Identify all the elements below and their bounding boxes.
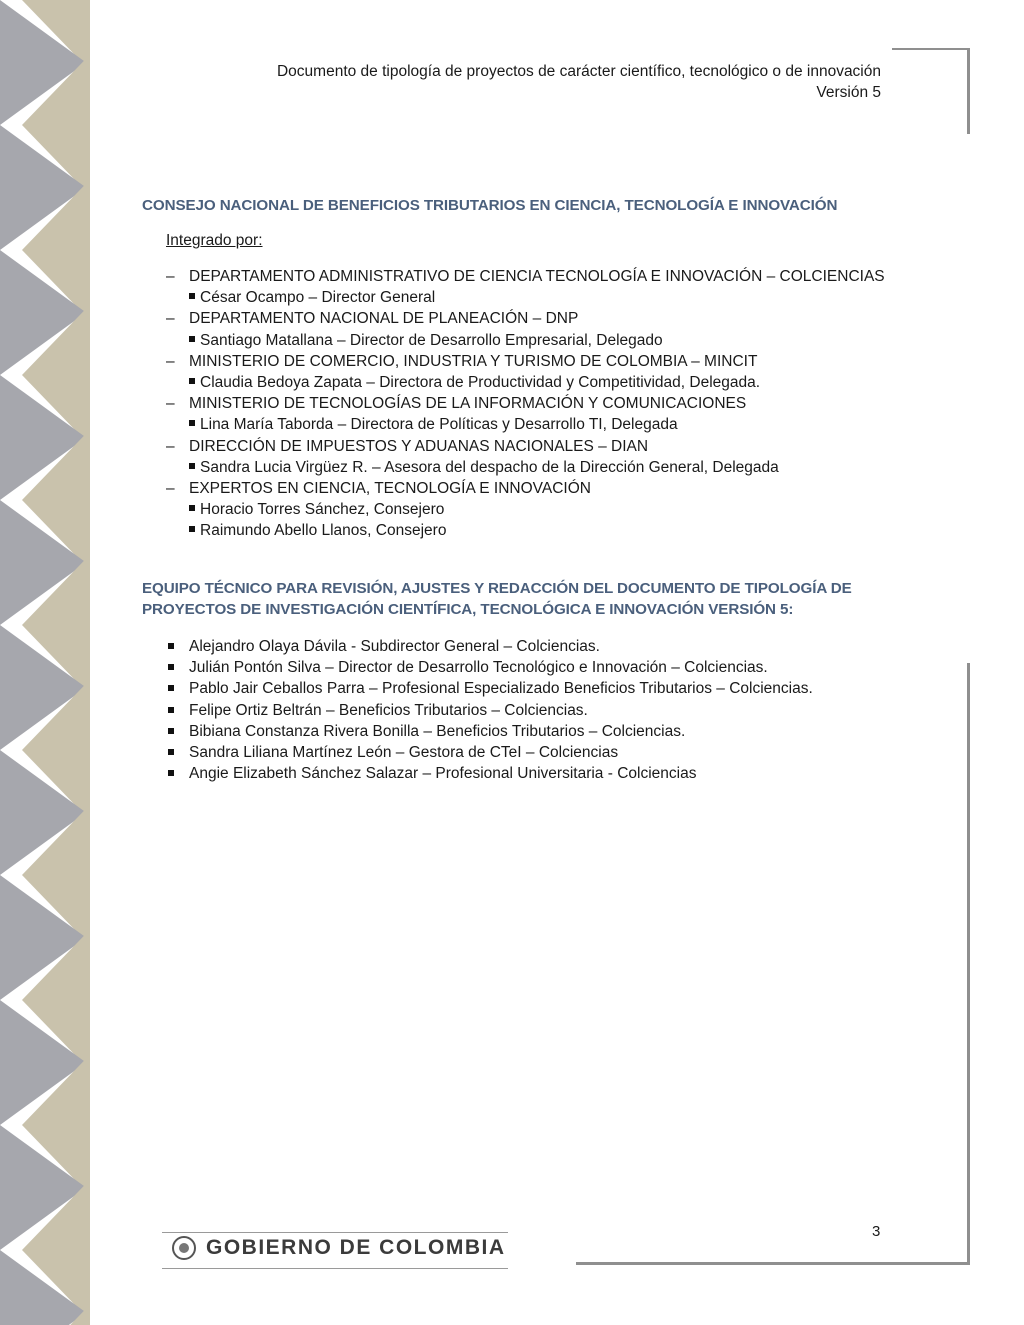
square-bullet-icon: [189, 336, 195, 342]
frame-corner-bottom-vertical: [967, 663, 970, 1265]
page-number: 3: [872, 1223, 881, 1240]
team-member: [166, 700, 813, 721]
square-bullet-icon: [189, 420, 195, 426]
frame-corner-bottom: [576, 1262, 970, 1265]
council-member: [166, 520, 885, 541]
council-member: [166, 372, 885, 393]
member-text: Claudia Bedoya Zapata – Directora de Productividad y Competitividad, Delegada.: [200, 374, 761, 392]
team-title-line-2: PROYECTOS DE INVESTIGACIÓN CIENTÍFICA, TECNOLÓGICA E INNOVACIÓN VERSIÓN 5:: [142, 601, 794, 618]
colombia-seal-icon: [172, 1236, 196, 1260]
footer-divider-top: [162, 1232, 508, 1233]
team-member: [166, 721, 813, 742]
square-bullet-icon: [168, 707, 174, 713]
decorative-chevron-band: [0, 0, 90, 1325]
frame-corner-top-vertical: [967, 48, 970, 134]
council-entity: [166, 308, 885, 329]
council-member: [166, 330, 885, 351]
team-member: [166, 763, 813, 784]
team-member-list: [166, 636, 813, 784]
square-bullet-icon: [189, 505, 195, 511]
square-bullet-icon: [189, 378, 195, 384]
member-text: César Ocampo – Director General: [200, 289, 436, 307]
entity-name: EXPERTOS EN CIENCIA, TECNOLOGÍA E INNOVACIÓN: [189, 480, 591, 498]
team-member-text: Pablo Jair Ceballos Parra – Profesional Especializado Beneficios Tributarios – Colciencias.: [189, 680, 813, 698]
entity-name: DIRECCIÓN DE IMPUESTOS Y ADUANAS NACIONALES – DIAN: [189, 437, 649, 455]
square-bullet-icon: [168, 749, 174, 755]
square-bullet-icon: [168, 643, 174, 649]
dash-bullet: –: [166, 395, 175, 413]
team-section-title: [142, 578, 852, 620]
dash-bullet: –: [166, 437, 175, 455]
government-logo: [172, 1236, 506, 1260]
team-title-line-1: EQUIPO TÉCNICO PARA REVISIÓN, AJUSTES Y REDACCIÓN DEL DOCUMENTO DE TIPOLOGÍA DE: [142, 580, 852, 597]
team-member: [166, 657, 813, 678]
dash-bullet: –: [166, 352, 175, 370]
council-member: [166, 287, 885, 308]
dash-bullet: –: [166, 268, 175, 285]
council-entity: [166, 351, 885, 372]
council-entity-list: [166, 266, 885, 542]
team-member-text: Angie Elizabeth Sánchez Salazar – Profesional Universitaria - Colciencias: [189, 765, 697, 783]
member-text: Santiago Matallana – Director de Desarrollo Empresarial, Delegado: [200, 331, 663, 349]
square-bullet-icon: [168, 770, 174, 776]
square-bullet-icon: [189, 293, 195, 299]
team-member-text: Sandra Liliana Martínez León – Gestora de CTeI – Colciencias: [189, 744, 619, 762]
council-entity: [166, 478, 885, 499]
square-bullet-icon: [168, 685, 174, 691]
government-logo-text: GOBIERNO DE COLOMBIA: [206, 1236, 506, 1259]
team-member-text: Felipe Ortiz Beltrán – Beneficios Tributarios – Colciencias.: [189, 701, 588, 719]
team-member-text: Bibiana Constanza Rivera Bonilla – Beneficios Tributarios – Colciencias.: [189, 722, 686, 740]
team-member: [166, 636, 813, 657]
council-entity: [166, 436, 885, 457]
frame-corner-top: [892, 48, 970, 50]
entity-name: MINISTERIO DE TECNOLOGÍAS DE LA INFORMACIÓN Y COMUNICACIONES: [189, 395, 747, 413]
entity-name: MINISTERIO DE COMERCIO, INDUSTRIA Y TURISMO DE COLOMBIA – MINCIT: [189, 352, 758, 370]
entity-name: DEPARTAMENTO ADMINISTRATIVO DE CIENCIA TECNOLOGÍA E INNOVACIÓN – COLCIENCIAS: [189, 268, 885, 285]
member-text: Lina María Taborda – Directora de Políticas y Desarrollo TI, Delegada: [200, 416, 678, 434]
entity-name: DEPARTAMENTO NACIONAL DE PLANEACIÓN – DNP: [189, 310, 579, 328]
square-bullet-icon: [189, 463, 195, 469]
team-member-text: Alejandro Olaya Dávila - Subdirector General – Colciencias.: [189, 638, 600, 655]
council-member: [166, 414, 885, 435]
member-text: Sandra Lucia Virgüez R. – Asesora del despacho de la Dirección General, Delegada: [200, 458, 779, 476]
council-intro: Integrado por:: [166, 232, 263, 249]
council-member: [166, 499, 885, 520]
team-member: [166, 678, 813, 699]
council-entity: [166, 393, 885, 414]
square-bullet-icon: [168, 728, 174, 734]
header-version: Versión 5: [816, 84, 881, 101]
member-text: Horacio Torres Sánchez, Consejero: [200, 501, 445, 519]
dash-bullet: –: [166, 310, 175, 328]
square-bullet-icon: [168, 664, 174, 670]
dash-bullet: –: [166, 480, 175, 498]
team-member-text: Julián Pontón Silva – Director de Desarrollo Tecnológico e Innovación – Colciencias.: [189, 659, 768, 677]
page-header: [277, 61, 881, 103]
square-bullet-icon: [189, 526, 195, 532]
council-entity: [166, 266, 885, 287]
council-section-title: CONSEJO NACIONAL DE BENEFICIOS TRIBUTARIOS EN CIENCIA, TECNOLOGÍA E INNOVACIÓN: [142, 197, 838, 214]
council-member: [166, 457, 885, 478]
footer-divider-bottom: [162, 1268, 508, 1269]
header-doc-title: Documento de tipología de proyectos de carácter científico, tecnológico o de innovación: [276, 63, 881, 80]
team-member: [166, 742, 813, 763]
member-text: Raimundo Abello Llanos, Consejero: [200, 522, 447, 540]
